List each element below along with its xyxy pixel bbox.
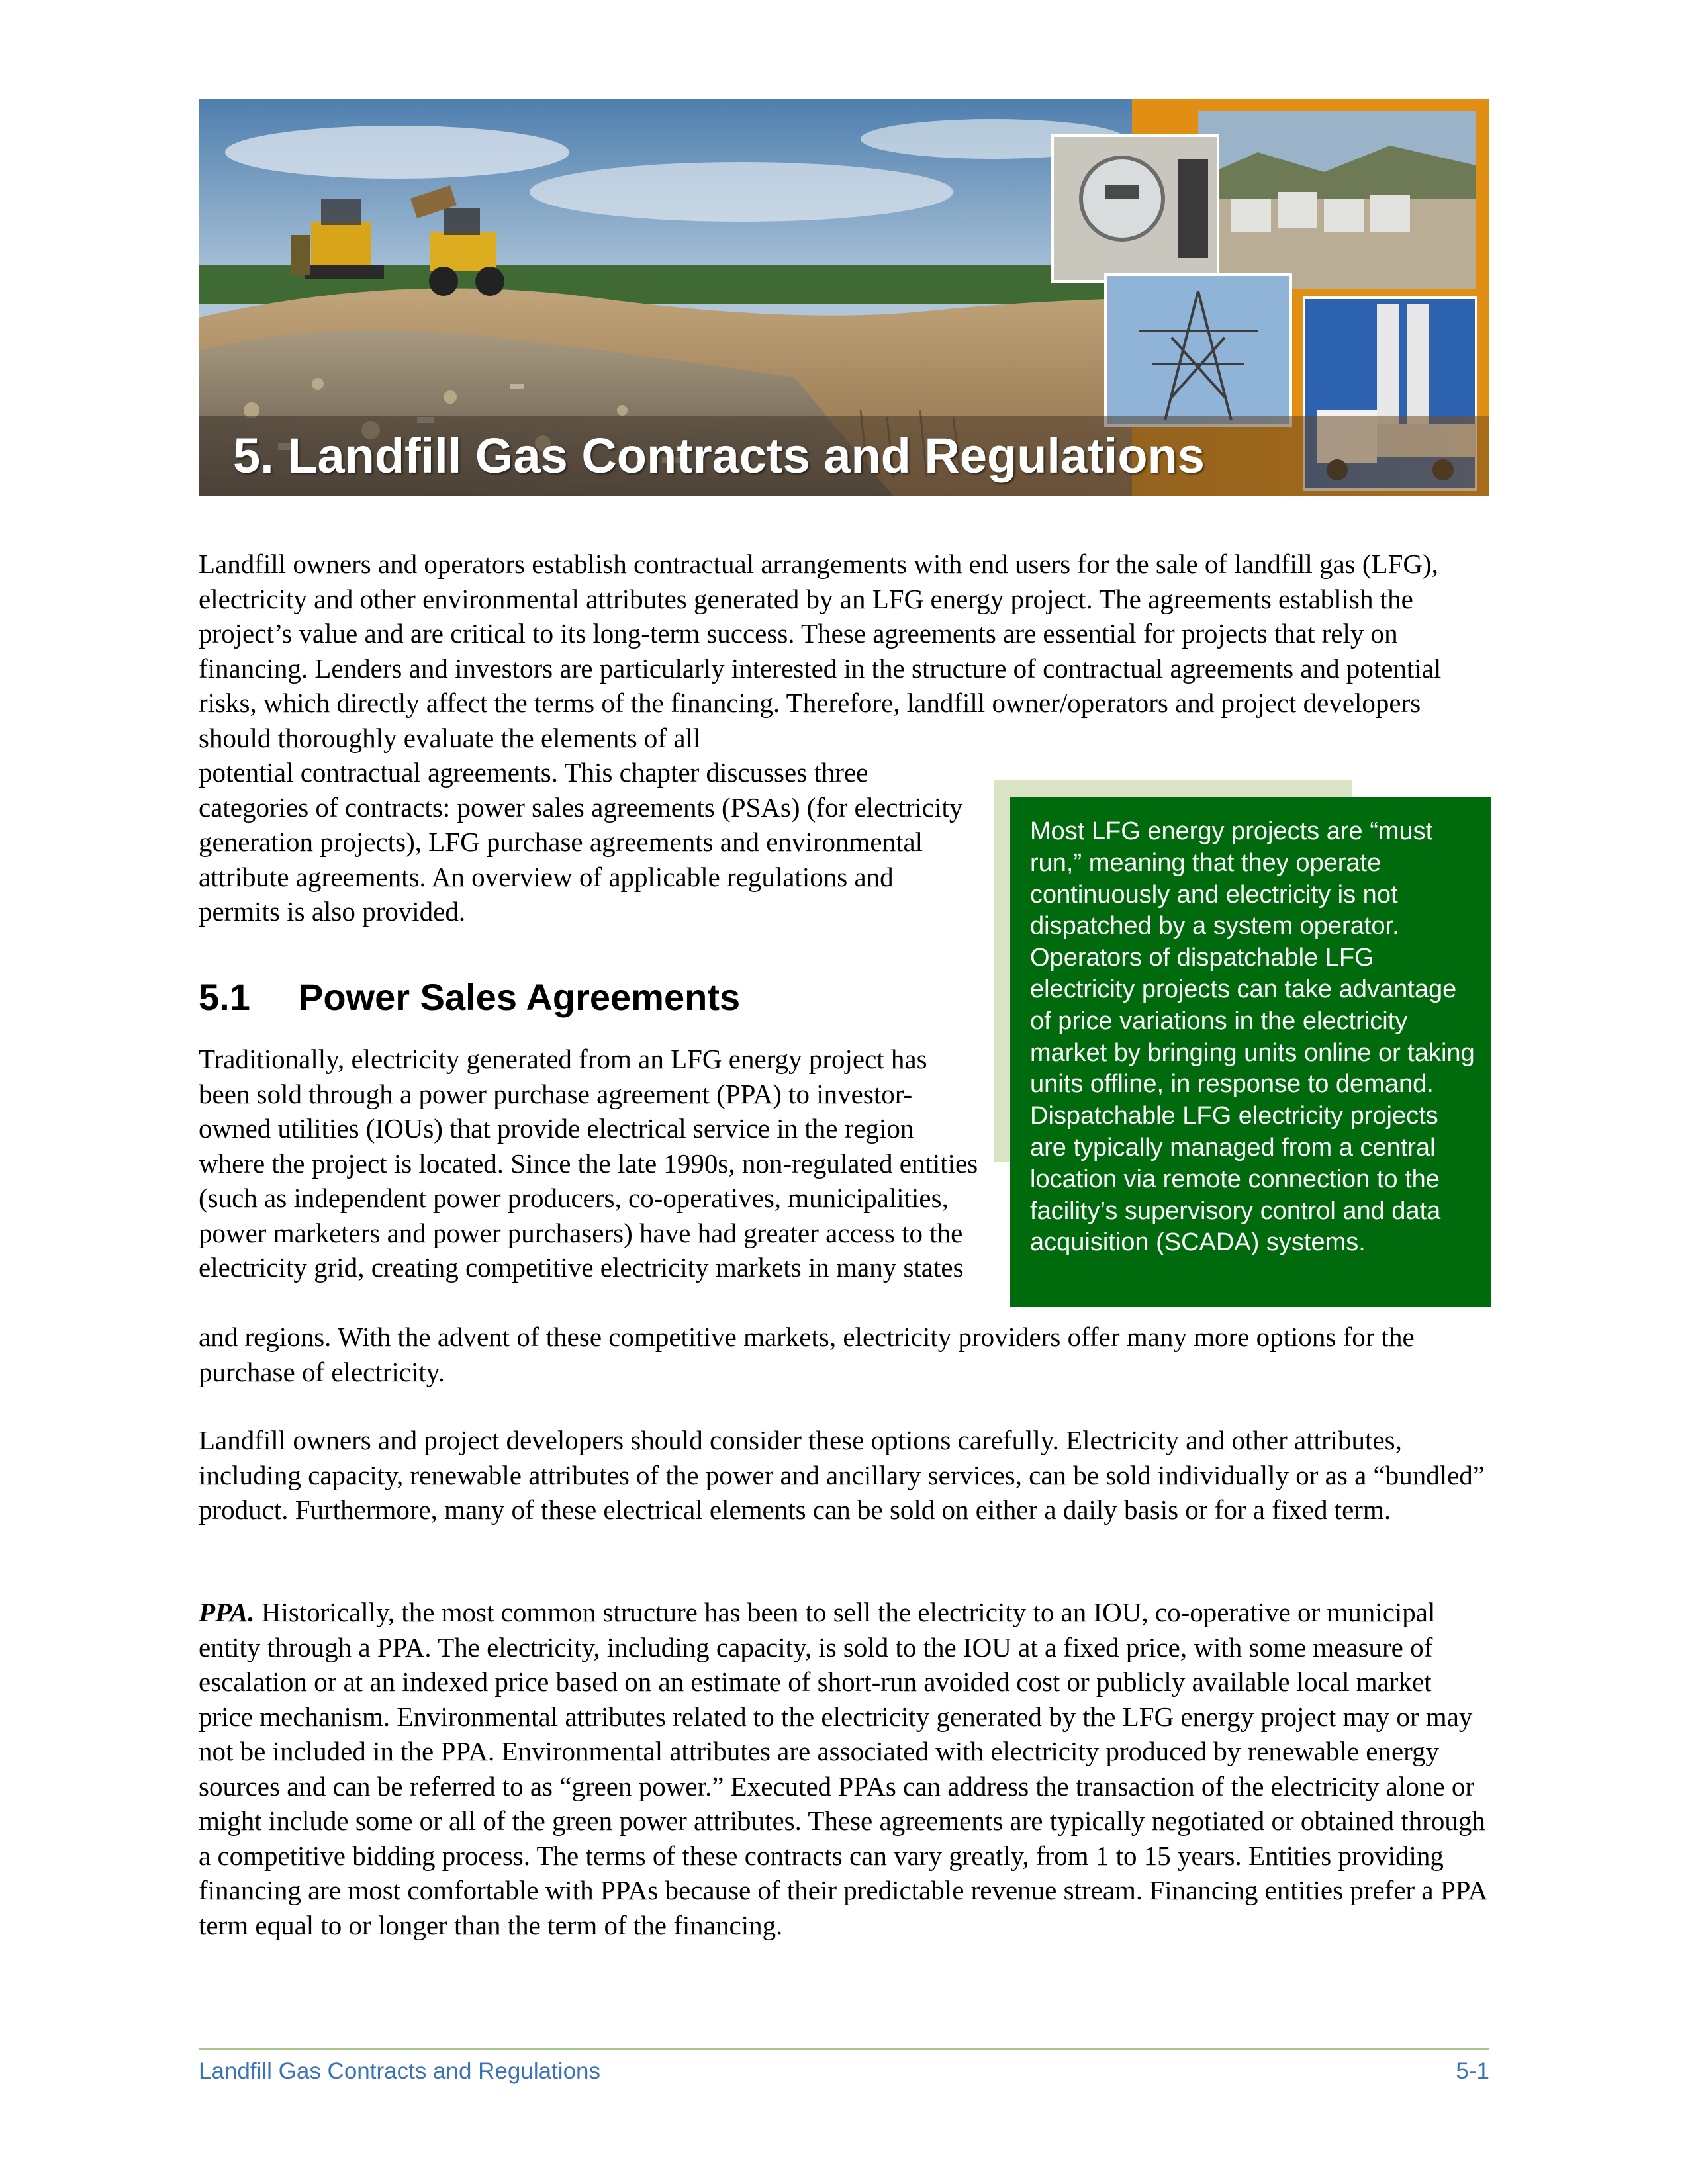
generator-station-photo bbox=[1198, 111, 1476, 289]
ppa-lead: PPA. bbox=[199, 1597, 255, 1627]
intro-paragraph: Landfill owners and operators establish contractual arrangements with end users for the sale of landfill gas (LFG), electricity and other environmental attributes generated by an LFG energy project. The agreements establish the project’s value and are critical to its long-term success. These agreements are essential for projects that rely on financing. Lenders and investors are particularly interested in the structure of contractual agreements and potential risks, which directly affect the terms of the financing. Therefore, landfill owner/operators and project developers should thoroughly evaluate the elements of all bbox=[199, 549, 1442, 753]
footer-rule bbox=[199, 2048, 1489, 2050]
section-heading bbox=[199, 976, 740, 1019]
ppa-text: Historically, the most common structure has been to sell the electricity to an IOU, co-operative or municipal entity through a PPA. The electricity, including capacity, is sold to the IOU at a fixed price, with some measure of escalation or at an indexed price based on an estimate of short-run avoided cost or publicly available local market price mechanism. Environmental attributes related to the electricity generated by the LFG energy project may or may not be included in the PPA. Environmental attributes are associated with electricity produced by renewable energy sources and can be referred to as “green power.” Executed PPAs can address the transaction of the electricity alone or might include some or all of the green power attributes. These agreements are typically negotiated or obtained through a competitive bidding process. The terms of these contracts can vary greatly, from 1 to 15 years. Entities providing financing are most comfortable with PPAs because of their predictable revenue stream. Financing entities prefer a PPA term equal to or longer than the term of the financing. bbox=[199, 1597, 1487, 1940]
electric-meter-photo bbox=[1053, 136, 1218, 281]
chapter-title: 5. Landfill Gas Contracts and Regulations bbox=[233, 428, 1205, 483]
options-paragraph: Landfill owners and project developers should consider these options carefully. Electricity and other attributes, including capacity, renewable attributes of the power and ancillary services, can be sold individually or as a “bundled” product. Furthermore, many of these electrical elements can be sold on either a daily basis or for a fixed term. bbox=[199, 1425, 1485, 1525]
section-title: Power Sales Agreements bbox=[299, 976, 741, 1018]
callout-text: Most LFG energy projects are “must run,” meaning that they operate continuously and electricity is not dispatched by a system operator. Operators of dispatchable LFG electricity projects can take advantage of price variations in the electricity market by bringing units online or taking units offline, in response to demand. Dispatchable LFG electricity projects are typically managed from a central location via remote connection to the facility’s supervisory control and data acquisition (SCADA) systems. bbox=[1030, 817, 1475, 1257]
ppa-paragraph bbox=[199, 1595, 1489, 1942]
callout-box bbox=[1010, 797, 1491, 1307]
psa-paragraph-continued: and regions. With the advent of these competitive markets, electricity providers offer many more options for the purchase of electricity. bbox=[199, 1322, 1415, 1387]
psa-paragraph: Traditionally, electricity generated from an LFG energy project has been sold through a power purchase agreement (PPA) to investor-owned utilities (IOUs) that provide electrical service in the region where the project is located. Since the late 1990s, non-regulated entities (such as independent power producers, co-operatives, municipalities, power marketers and power purchasers) have had greater access to the electricity grid, creating competitive electricity markets in many states bbox=[199, 1044, 978, 1283]
footer-title: Landfill Gas Contracts and Regulations bbox=[199, 2058, 601, 2084]
section-number: 5.1 bbox=[199, 976, 250, 1018]
page-number: 5-1 bbox=[1456, 2058, 1489, 2084]
chapter-banner bbox=[199, 99, 1489, 496]
intro-paragraph-continued: potential contractual agreements. This chapter discusses three categories of contracts: power sales agreements (PSAs) (for electricity generation projects), LFG purchase agreements and environmental attribute agreements. An overview of applicable regulations and permits is also provided. bbox=[199, 757, 963, 927]
transmission-tower-photo bbox=[1105, 275, 1291, 426]
